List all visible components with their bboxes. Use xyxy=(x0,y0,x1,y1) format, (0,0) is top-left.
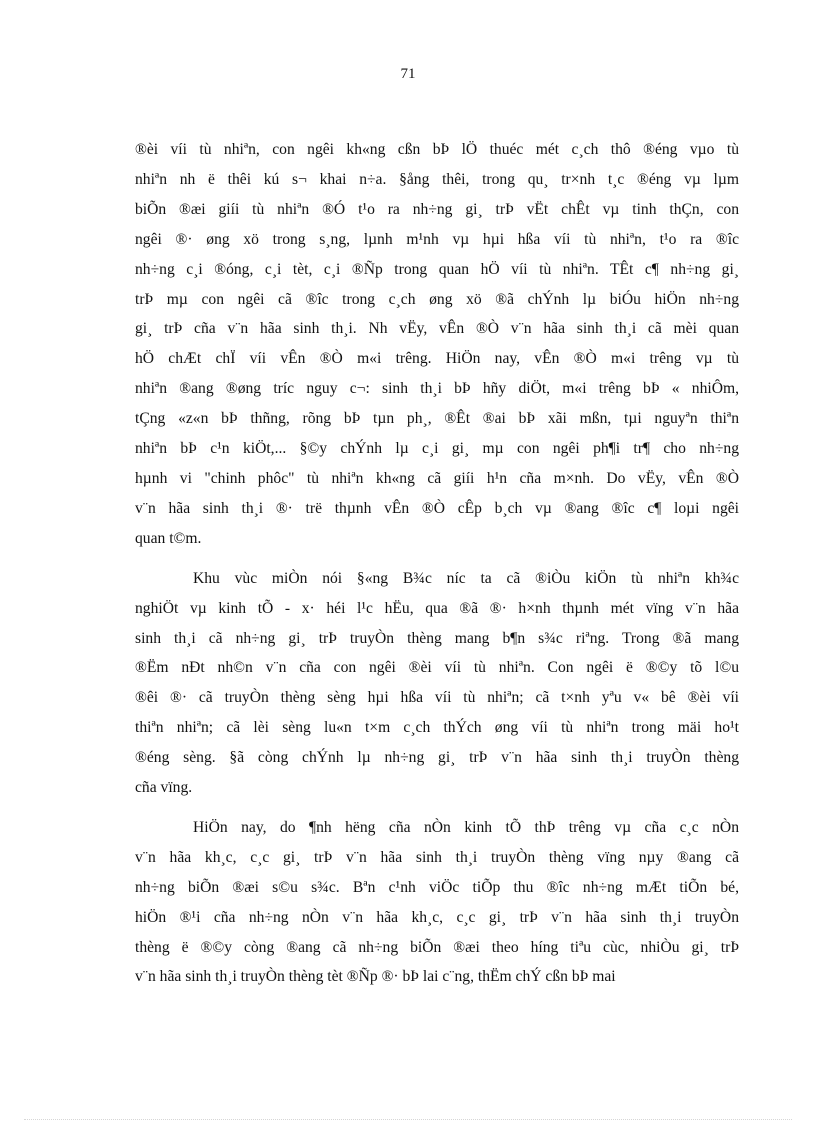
text-line: sinh th¸i cã nh÷ng gi¸ trÞ truyÒn thèng mang b¶n s¾c riªng. Trong ®ã mang xyxy=(135,629,739,647)
text-line: hÖ chÆt chÏ víi vÊn ®Ò m«i trêng. HiÖn nay, vÊn ®Ò m«i trêng vµ tù xyxy=(135,350,739,368)
paragraph xyxy=(135,135,739,554)
text-line: thiªn nhiªn; cã lèi sèng lu«n t×m c¸ch thÝch øng víi tù nhiªn trong mäi ho¹t xyxy=(135,719,739,737)
paragraph xyxy=(135,564,739,803)
text-line: gi¸ trÞ cña v¨n hãa sinh th¸i. Nh vËy, vÊn ®Ò v¨n hãa sinh th¸i cã mèi quan xyxy=(135,320,739,338)
text-line: quan t©m. xyxy=(135,529,202,547)
text-line: v¨n hãa kh¸c, c¸c gi¸ trÞ v¨n hãa sinh th¸i truyÒn thèng vïng nµy ®ang cã xyxy=(135,848,739,866)
text-line: nhiªn bÞ c¹n kiÖt,... §©y chÝnh lµ c¸i gi¸ mµ con ngêi ph¶i tr¶ cho nh÷ng xyxy=(135,440,739,458)
page-bottom-border xyxy=(24,1119,792,1120)
text-line: nh÷ng biÕn ®æi s©u s¾c. Bªn c¹nh viÖc tiÕp thu ®îc nh÷ng mÆt tiÕn bé, xyxy=(135,878,739,896)
body-text xyxy=(135,135,739,1002)
text-line: nghiÖt vµ kinh tÕ - x· héi l¹c hËu, qua ®ã ®· h×nh thµnh mét vïng v¨n hãa xyxy=(135,599,739,617)
text-line: nhiªn ®ang ®øng tríc nguy c¬: sinh th¸i bÞ hñy diÖt, m«i trêng bÞ « nhiÔm, xyxy=(135,380,739,398)
text-line: cña vïng. xyxy=(135,779,193,797)
page-number: 71 xyxy=(400,66,416,82)
text-line: nh÷ng c¸i ®óng, c¸i tèt, c¸i ®Ñp trong quan hÖ víi tù nhiªn. TÊt c¶ nh÷ng gi¸ xyxy=(135,260,739,278)
text-line: ®éng sèng. §ã còng chÝnh lµ nh÷ng gi¸ trÞ v¨n hãa sinh th¸i truyÒn thèng xyxy=(135,749,739,767)
text-line: trÞ mµ con ngêi cã ®îc trong c¸ch øng xö ®ã chÝnh lµ biÓu hiÖn nh÷ng xyxy=(135,290,739,308)
paragraph xyxy=(135,813,739,992)
text-line: v¨n hãa sinh th¸i truyÒn thèng tèt ®Ñp ®· bÞ lai c¨ng, thËm chÝ cßn bÞ mai xyxy=(135,968,616,986)
text-line: ®êi ®· cã truyÒn thèng sèng hµi hßa víi tù nhiªn; cã t×nh yªu v« bê ®èi víi xyxy=(135,689,739,707)
text-line: v¨n hãa sinh th¸i ®· trë thµnh vÊn ®Ò cÊp b¸ch vµ ®ang ®îc c¶ loµi ngêi xyxy=(135,499,739,517)
text-line: biÕn ®æi giíi tù nhiªn ®Ó t¹o ra nh÷ng gi¸ trÞ vËt chÊt vµ tinh thÇn, con xyxy=(135,200,739,218)
text-line: HiÖn nay, do ¶nh hëng cña nÒn kinh tÕ thÞ trêng vµ cña c¸c nÒn xyxy=(193,818,739,836)
text-line: nhiªn nh ë thêi kú s¬ khai n÷a. §ång thêi, trong qu¸ tr×nh t¸c ®éng vµ lµm xyxy=(135,170,739,188)
text-line: hiÖn ®¹i cña nh÷ng nÒn v¨n hãa kh¸c, c¸c gi¸ trÞ v¨n hãa sinh th¸i truyÒn xyxy=(135,908,739,926)
text-line: hµnh vi "chinh phôc" tù nhiªn kh«ng cã giíi h¹n cña m×nh. Do vËy, vÊn ®Ò xyxy=(135,469,739,487)
text-line: tÇng «z«n bÞ thñng, rõng bÞ tµn ph¸, ®Êt ®ai bÞ xãi mßn, tµi nguyªn thiªn xyxy=(135,410,739,428)
text-line: thèng ë ®©y còng ®ang cã nh÷ng biÕn ®æi theo híng tiªu cùc, nhiÒu gi¸ trÞ xyxy=(135,938,739,956)
text-line: ngêi ®· øng xö trong s¸ng, lµnh m¹nh vµ hµi hßa víi tù nhiªn, t¹o ra ®îc xyxy=(135,230,739,248)
text-line: ®èi víi tù nhiªn, con ngêi kh«ng cßn bÞ lÖ thuéc mét c¸ch thô ®éng vµo tù xyxy=(135,141,739,158)
text-line: ®Ëm nÐt nh©n v¨n cña con ngêi ®èi víi tù nhiªn. Con ngêi ë ®©y tõ l©u xyxy=(135,659,739,677)
text-line: Khu vùc miÒn nói §«ng B¾c níc ta cã ®iÒu kiÖn tù nhiªn kh¾c xyxy=(193,569,739,587)
